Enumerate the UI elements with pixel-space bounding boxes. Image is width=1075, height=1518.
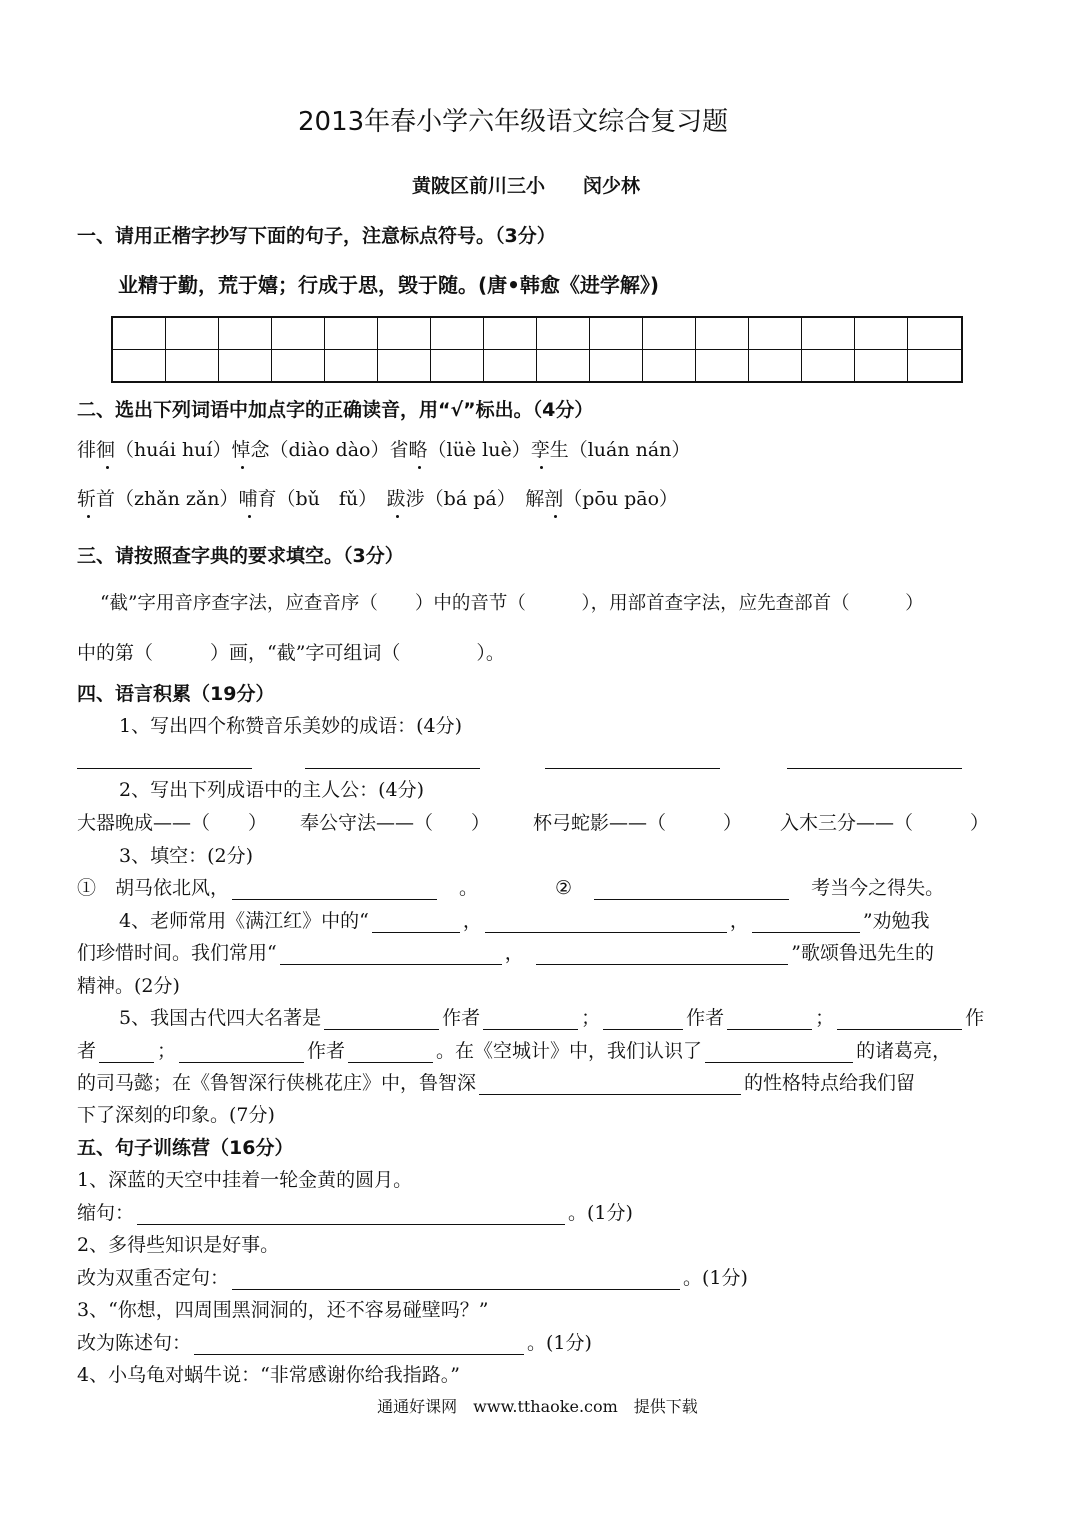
grid-cell[interactable]	[166, 350, 219, 382]
q4-3-a: ① 胡马依北风， 。	[77, 877, 479, 899]
grid-cell[interactable]	[272, 350, 325, 382]
writing-grid[interactable]	[111, 316, 963, 383]
q4-4-line-2: 们珍惜时间。我们常用“ ， ”歌颂鲁迅先生的	[77, 942, 934, 964]
grid-cell[interactable]	[484, 350, 537, 382]
q4-1: 1、写出四个称赞音乐美妙的成语：(4分)	[119, 715, 463, 737]
grid-cell[interactable]	[643, 350, 696, 382]
q4-3: 3、填空：(2分)	[119, 845, 254, 867]
q5-2: 2、多得些知识是好事。	[77, 1234, 280, 1256]
grid-cell[interactable]	[855, 318, 908, 350]
q5-3-answer: 改为陈述句： 。(1分)	[77, 1332, 592, 1354]
grid-cell[interactable]	[749, 350, 802, 382]
q5-2-answer: 改为双重否定句： 。(1分)	[77, 1267, 748, 1289]
grid-cell[interactable]	[484, 318, 537, 350]
grid-cell[interactable]	[855, 350, 908, 382]
section-5-heading: 五、句子训练营（16分）	[77, 1137, 294, 1159]
grid-cell[interactable]	[696, 350, 749, 382]
q4-5-line-4: 下了深刻的印象。(7分)	[77, 1104, 275, 1126]
grid-cell[interactable]	[166, 318, 219, 350]
grid-cell[interactable]	[802, 350, 855, 382]
grid-cell[interactable]	[749, 318, 802, 350]
grid-cell[interactable]	[431, 350, 484, 382]
q4-2: 2、写出下列成语中的主人公：(4分)	[119, 779, 425, 801]
answer-line[interactable]	[77, 768, 252, 769]
q4-4-line-1: 4、老师常用《满江红》中的“ ， ， ”劝勉我	[119, 910, 930, 932]
grid-cell[interactable]	[537, 350, 590, 382]
grid-cell[interactable]	[643, 318, 696, 350]
idiom-item: 大器晚成——（ ）	[77, 812, 268, 834]
grid-cell[interactable]	[219, 318, 272, 350]
grid-cell[interactable]	[219, 350, 272, 382]
idiom-item: 杯弓蛇影——（ ）	[533, 812, 743, 834]
q5-1-answer: 缩句： 。(1分)	[77, 1202, 633, 1224]
grid-cell[interactable]	[272, 318, 325, 350]
section-3-line-1: “截”字用音序查字法，应查音序（ ）中的音节（ ），用部首查字法，应先查部首（ ）	[100, 593, 924, 614]
grid-cell[interactable]	[378, 318, 431, 350]
q5-1: 1、深蓝的天空中挂着一轮金黄的圆月。	[77, 1169, 413, 1191]
q5-4: 4、小乌龟对蜗牛说：“非常感谢你给我指路。”	[77, 1364, 461, 1386]
grid-cell[interactable]	[590, 318, 643, 350]
q4-4-line-3: 精神。(2分)	[77, 975, 180, 997]
answer-line[interactable]	[305, 768, 480, 769]
grid-cell[interactable]	[325, 318, 378, 350]
grid-cell[interactable]	[325, 350, 378, 382]
section-1-heading: 一、请用正楷字抄写下面的句子，注意标点符号。（3分）	[77, 225, 556, 247]
grid-cell[interactable]	[802, 318, 855, 350]
section-1-sentence: 业精于勤，荒于嬉；行成于思，毁于随。(唐•韩愈《进学解》)	[118, 273, 660, 297]
grid-cell[interactable]	[908, 318, 961, 350]
footer: 通通好课网 www.tthaoke.com 提供下载	[377, 1397, 698, 1416]
pinyin-item: 斩 首（zhǎn zǎn）哺 育（bǔ fǔ） 跋 涉（bá pá） 解剖 （pōu pāo）	[77, 487, 678, 511]
grid-cell[interactable]	[113, 350, 166, 382]
idiom-item: 奉公守法——（ ）	[300, 812, 491, 834]
grid-cell[interactable]	[378, 350, 431, 382]
q4-5-line-3: 的司马懿；在《鲁智深行侠桃花庄》中，鲁智深 的性格特点给我们留	[77, 1072, 916, 1094]
grid-cell[interactable]	[537, 318, 590, 350]
grid-cell[interactable]	[908, 350, 961, 382]
author-line: 黄陂区前川三小 闵少林	[412, 175, 641, 197]
grid-cell[interactable]	[113, 318, 166, 350]
answer-line[interactable]	[787, 768, 962, 769]
idiom-item: 入木三分——（ ）	[780, 812, 990, 834]
pinyin-item: 徘徊 （huái huí）悼 念（diào dào）省略 （lüè luè）孪 生（luán nán）	[77, 438, 690, 462]
q4-5-line-2: 者 ； 作者 。在《空城计》中，我们认识了 的诸葛亮，	[77, 1040, 952, 1062]
q4-3-b: ② 考当今之得失。	[555, 877, 945, 899]
q5-3: 3、“你想，四周围黑洞洞的，还不容易碰壁吗？”	[77, 1299, 489, 1321]
section-4-heading: 四、语言积累（19分）	[77, 683, 275, 705]
q4-5-line-1: 5、我国古代四大名著是 作者 ； 作者 ； 作	[119, 1007, 985, 1029]
section-2-heading: 二、选出下列词语中加点字的正确读音，用“√”标出。（4分）	[77, 399, 594, 421]
page-title: 2013年春小学六年级语文综合复习题	[298, 107, 729, 137]
grid-cell[interactable]	[696, 318, 749, 350]
grid-cell[interactable]	[590, 350, 643, 382]
answer-line[interactable]	[545, 768, 720, 769]
section-3-line-2: 中的第（ ）画，“截”字可组词（ ）。	[77, 642, 505, 664]
section-3-heading: 三、请按照查字典的要求填空。（3分）	[77, 545, 404, 567]
grid-cell[interactable]	[431, 318, 484, 350]
